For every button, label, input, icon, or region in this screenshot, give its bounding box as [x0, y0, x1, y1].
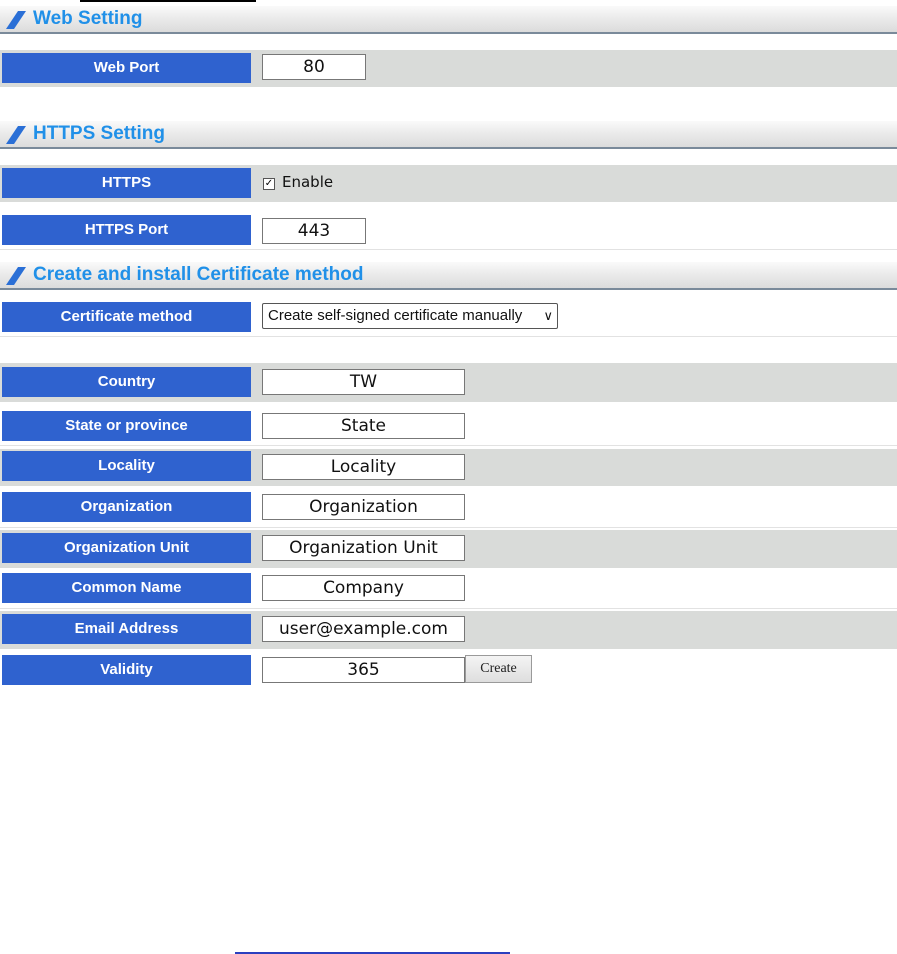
certificate-method-label: Certificate method: [2, 302, 251, 332]
common-name-label: Common Name: [2, 573, 251, 603]
section-title: Web Setting: [33, 8, 143, 29]
blue-slash-icon: [4, 10, 28, 30]
locality-input[interactable]: [262, 454, 465, 480]
validity-input[interactable]: [262, 657, 465, 683]
email-address-input[interactable]: [262, 616, 465, 642]
https-label: HTTPS: [2, 168, 251, 198]
country-row: [0, 363, 897, 402]
organization-row: [0, 489, 897, 528]
web-port-row: [0, 50, 897, 87]
locality-label: Locality: [2, 451, 251, 481]
chevron-down-icon: ∨: [543, 308, 553, 323]
state-label: State or province: [2, 411, 251, 441]
organization-input[interactable]: [262, 494, 465, 520]
organization-unit-row: [0, 530, 897, 568]
create-button[interactable]: Create: [465, 655, 532, 683]
organization-unit-label: Organization Unit: [2, 533, 251, 563]
https-port-row: [0, 212, 897, 250]
certificate-method-row: [0, 299, 897, 337]
https-row: [0, 165, 897, 202]
web-port-label: Web Port: [2, 53, 251, 83]
validity-row: [0, 652, 897, 687]
https-port-input[interactable]: [262, 218, 366, 244]
email-address-row: [0, 611, 897, 649]
blue-slash-icon: [4, 266, 28, 286]
section-title: Create and install Certificate method: [33, 264, 364, 285]
certificate-method-value: Create self-signed certificate manually: [268, 307, 523, 324]
certificate-method-select[interactable]: [262, 303, 558, 329]
locality-row: [0, 449, 897, 486]
https-enable-checkbox[interactable]: [263, 178, 275, 190]
state-row: [0, 407, 897, 446]
state-input[interactable]: [262, 413, 465, 439]
web-setting-header: [0, 6, 897, 34]
validity-label: Validity: [2, 655, 251, 685]
https-setting-header: [0, 121, 897, 149]
top-rule: [80, 0, 256, 2]
https-port-label: HTTPS Port: [2, 215, 251, 245]
section-title: HTTPS Setting: [33, 123, 165, 144]
organization-unit-input[interactable]: [262, 535, 465, 561]
web-port-input[interactable]: [262, 54, 366, 80]
common-name-row: [0, 571, 897, 609]
https-enable-label: Enable: [282, 173, 334, 191]
email-address-label: Email Address: [2, 614, 251, 644]
common-name-input[interactable]: [262, 575, 465, 601]
certificate-method-header: [0, 262, 897, 290]
check-icon: ✓: [264, 178, 274, 189]
country-input[interactable]: [262, 369, 465, 395]
country-label: Country: [2, 367, 251, 397]
blue-slash-icon: [4, 125, 28, 145]
organization-label: Organization: [2, 492, 251, 522]
